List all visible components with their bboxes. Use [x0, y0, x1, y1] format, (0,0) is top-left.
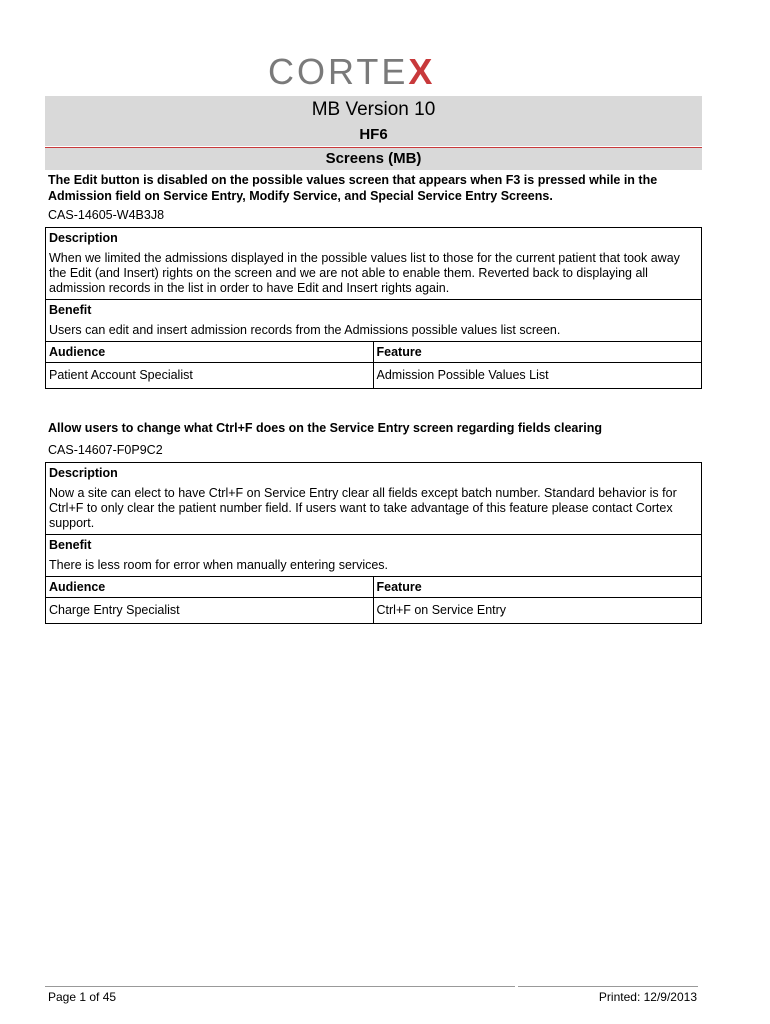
audience-feature-header: [46, 342, 701, 363]
feature-label: Feature: [376, 345, 422, 359]
benefit-text: Users can edit and insert admission records from the Admissions possible values list screen.: [49, 323, 561, 337]
description-label: Description: [49, 466, 118, 480]
benefit-row: [46, 300, 701, 342]
cortex-logo: CORTEX: [268, 51, 436, 92]
case-id: CAS-14607-F0P9C2: [48, 443, 163, 457]
footer-divider-right: [518, 986, 698, 987]
audience-label: Audience: [46, 577, 374, 597]
description-text: When we limited the admissions displayed in the possible values list to those for the current patient that took away the Edit (and Insert) rights on the screen and we are not able to enable them. Reverted back to displaying all admission records in the list in order to have Edit and Insert rights again.: [49, 251, 680, 295]
page-number: Page 1 of 45: [48, 990, 117, 1004]
benefit-text: There is less room for error when manually entering services.: [49, 558, 389, 572]
audience-feature-header: [46, 577, 701, 598]
description-row: [46, 463, 701, 535]
audience-label: Audience: [46, 342, 374, 362]
feature-value: Ctrl+F on Service Entry: [376, 603, 507, 617]
item-table: [45, 462, 702, 624]
footer-divider-left: [45, 986, 515, 987]
printed-date: Printed: 12/9/2013: [598, 990, 697, 1004]
item-title: The Edit button is disabled on the possible values screen that appears when F3 is pressed while in the Admission field on Service Entry, Modify Service, and Special Service Entry Screens.: [48, 173, 658, 203]
benefit-row: [46, 535, 701, 577]
hotfix-label: HF6: [45, 124, 702, 146]
description-label: Description: [49, 231, 118, 245]
description-text: Now a site can elect to have Ctrl+F on Service Entry clear all fields except batch number. Standard behavior is for Ctrl+F to only clear the patient number field. If users want to take advantage of this feature please contact Cortex support.: [49, 486, 677, 530]
item-table: [45, 227, 702, 389]
audience-value: Charge Entry Specialist: [46, 598, 374, 623]
audience-feature-values: [46, 363, 701, 388]
benefit-label: Benefit: [49, 303, 92, 317]
benefit-label: Benefit: [49, 538, 92, 552]
section-title: Screens (MB): [45, 147, 702, 170]
document-version: MB Version 10: [45, 96, 702, 124]
audience-value: Patient Account Specialist: [46, 363, 374, 388]
case-id: CAS-14605-W4B3J8: [48, 208, 165, 222]
feature-value: Admission Possible Values List: [376, 368, 549, 382]
item-title: Allow users to change what Ctrl+F does on the Service Entry screen regarding fields clearing: [48, 421, 602, 435]
description-row: [46, 228, 701, 300]
feature-label: Feature: [376, 580, 422, 594]
audience-feature-values: [46, 598, 701, 623]
